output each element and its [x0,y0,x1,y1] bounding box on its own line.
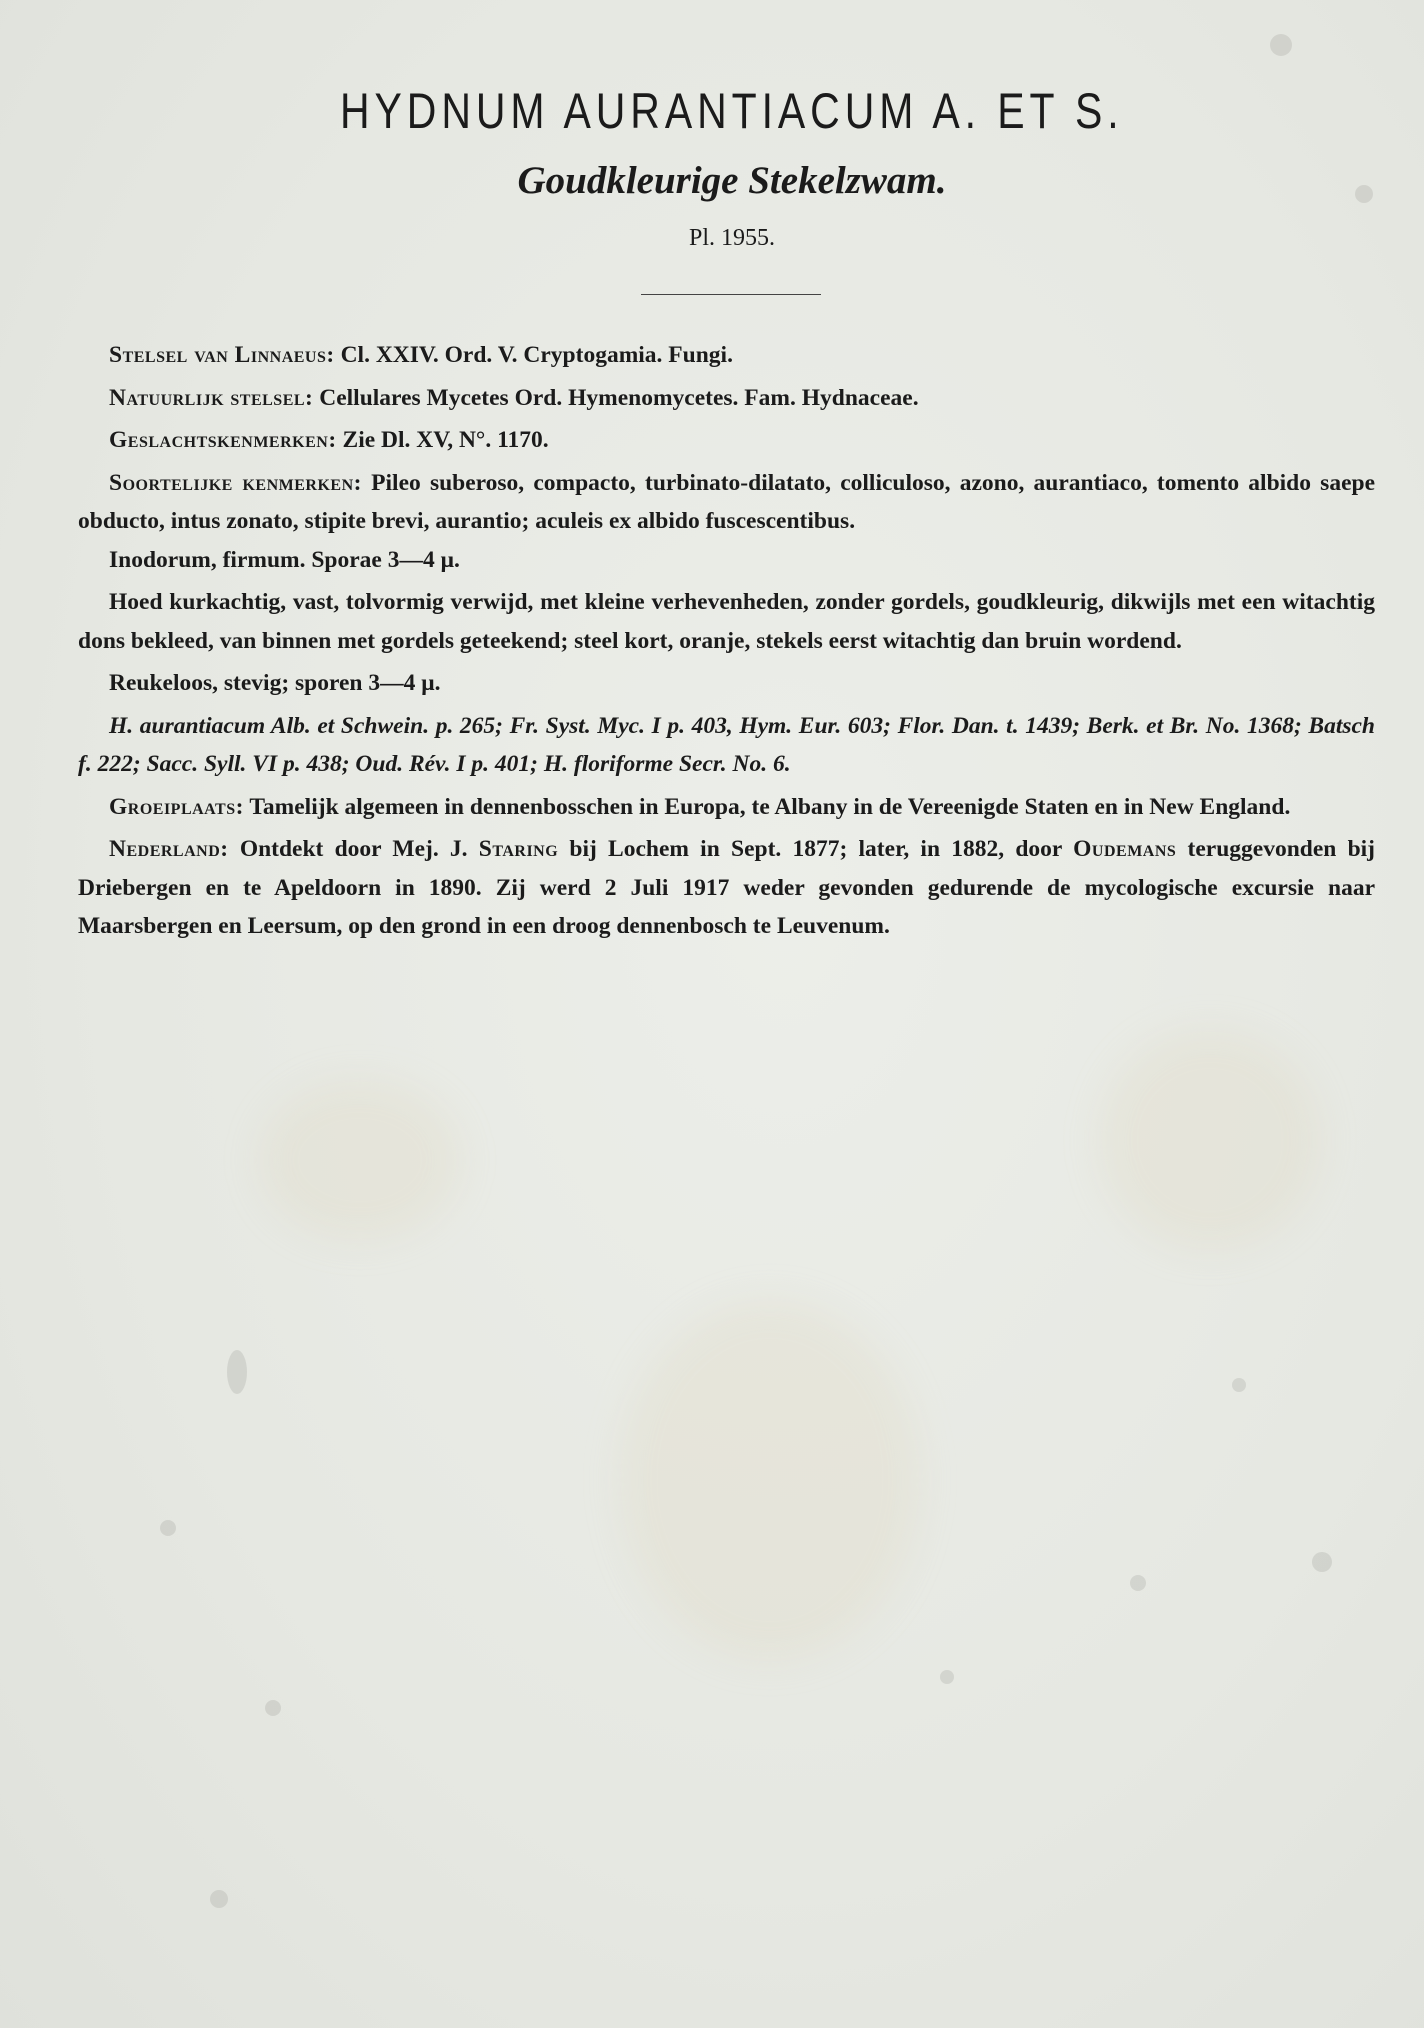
nederland-text-2: bij Lochem in Sept. 1877; later, in 1882, door [569,836,1062,862]
paper-spot [1232,1378,1246,1392]
paper-stain [1100,1030,1320,1250]
paper-spot [210,1890,228,1908]
nederland-text-1: Ontdekt door Mej. J. [239,836,468,862]
habitat-label: Groeiplaats: [109,793,244,820]
nederland-label: Nederland: [109,836,229,862]
paragraph-species [78,464,1375,541]
paragraph-natural-system [78,379,1375,418]
paragraph-nederland [78,830,1375,946]
paper-stain [260,1080,460,1240]
paragraph-habitat [78,788,1375,827]
paragraph-inodorum: Inodorum, firmum. Sporae 3—4 μ. [109,546,460,573]
page-subtitle: Goudkleurige Stekelzwam. [517,159,947,202]
paper-spot [1270,34,1292,56]
natural-label: Natuurlijk stelsel: [109,384,314,411]
paper-spot [1312,1552,1332,1572]
paper-spot [1130,1575,1146,1591]
genus-label: Geslachtskenmerken: [109,427,337,453]
plate-number: Pl. 1955. [688,225,775,251]
paper-spot [160,1520,176,1536]
paper-spot [940,1670,954,1684]
habitat-text: Tamelijk algemeen in dennenbosschen in Europa, te Albany in de Vereenigde Staten en in New England. [249,793,1291,820]
paragraph-hoed: Hoed kurkachtig, vast, tolvormig verwijd, met kleine verhevenheden, zonder gordels, goudkleurig, dikwijls met een witachtig dons bekleed, van binnen met gordels geteekend; steel kort, oranje, stekels eerst witachtig dan bruin wordend. [78,589,1375,654]
paper-stain [620,1300,920,1660]
genus-text: Zie Dl. XV, N°. 1170. [342,427,549,453]
species-text: Pileo suberoso, compacto, turbinato-dilatato, colliculoso, azono, aurantiaco, tomento albido saepe obducto, intus zonato, stipite brevi, aurantio; aculeis ex albido fuscescentibus. [78,469,1376,534]
natural-text: Cellulares Mycetes Ord. Hymenomycetes. Fam. Hydnaceae. [319,384,919,411]
linnaeus-text: Cl. XXIV. Ord. V. Cryptogamia. Fungi. [340,342,733,368]
paragraph-references: H. aurantiacum Alb. et Schwein. p. 265; Fr. Syst. Myc. I p. 403, Hym. Eur. 603; Flor. Dan. t. 1439; Berk. et Br. No. 1368; Batsch f. 222; Sacc. Syll. VI p. 438; Oud. Rév. I p. 401; H. floriforme Secr. No. 6. [78,712,1375,777]
nederland-name-staring: Staring [478,836,559,862]
paragraph-genus [78,421,1375,460]
species-label: Soortelijke kenmerken: [109,469,362,496]
paper-spot [265,1700,281,1716]
paper-spot [227,1350,247,1394]
title-block [0,82,1424,140]
description-body [78,336,1375,950]
paragraph-linnaeus [78,336,1375,375]
divider [641,294,821,295]
page-title: HYDNUM AURANTIACUM A. ET S. [340,83,1124,139]
paragraph-reukeloos: Reukeloos, stevig; sporen 3—4 μ. [109,670,441,696]
nederland-name-oudemans: Oudemans [1073,836,1177,862]
nederland-text-3: teruggevonden bij Driebergen en te Apeldoorn in 1890. Zij werd 2 Juli 1917 weder gevonden gedurende de mycologische excursie naar Maarsbergen en Leersum, op den grond in een droog dennenbosch te Leuvenum. [78,836,1375,939]
linnaeus-label: Stelsel van Linnaeus: [109,342,335,368]
